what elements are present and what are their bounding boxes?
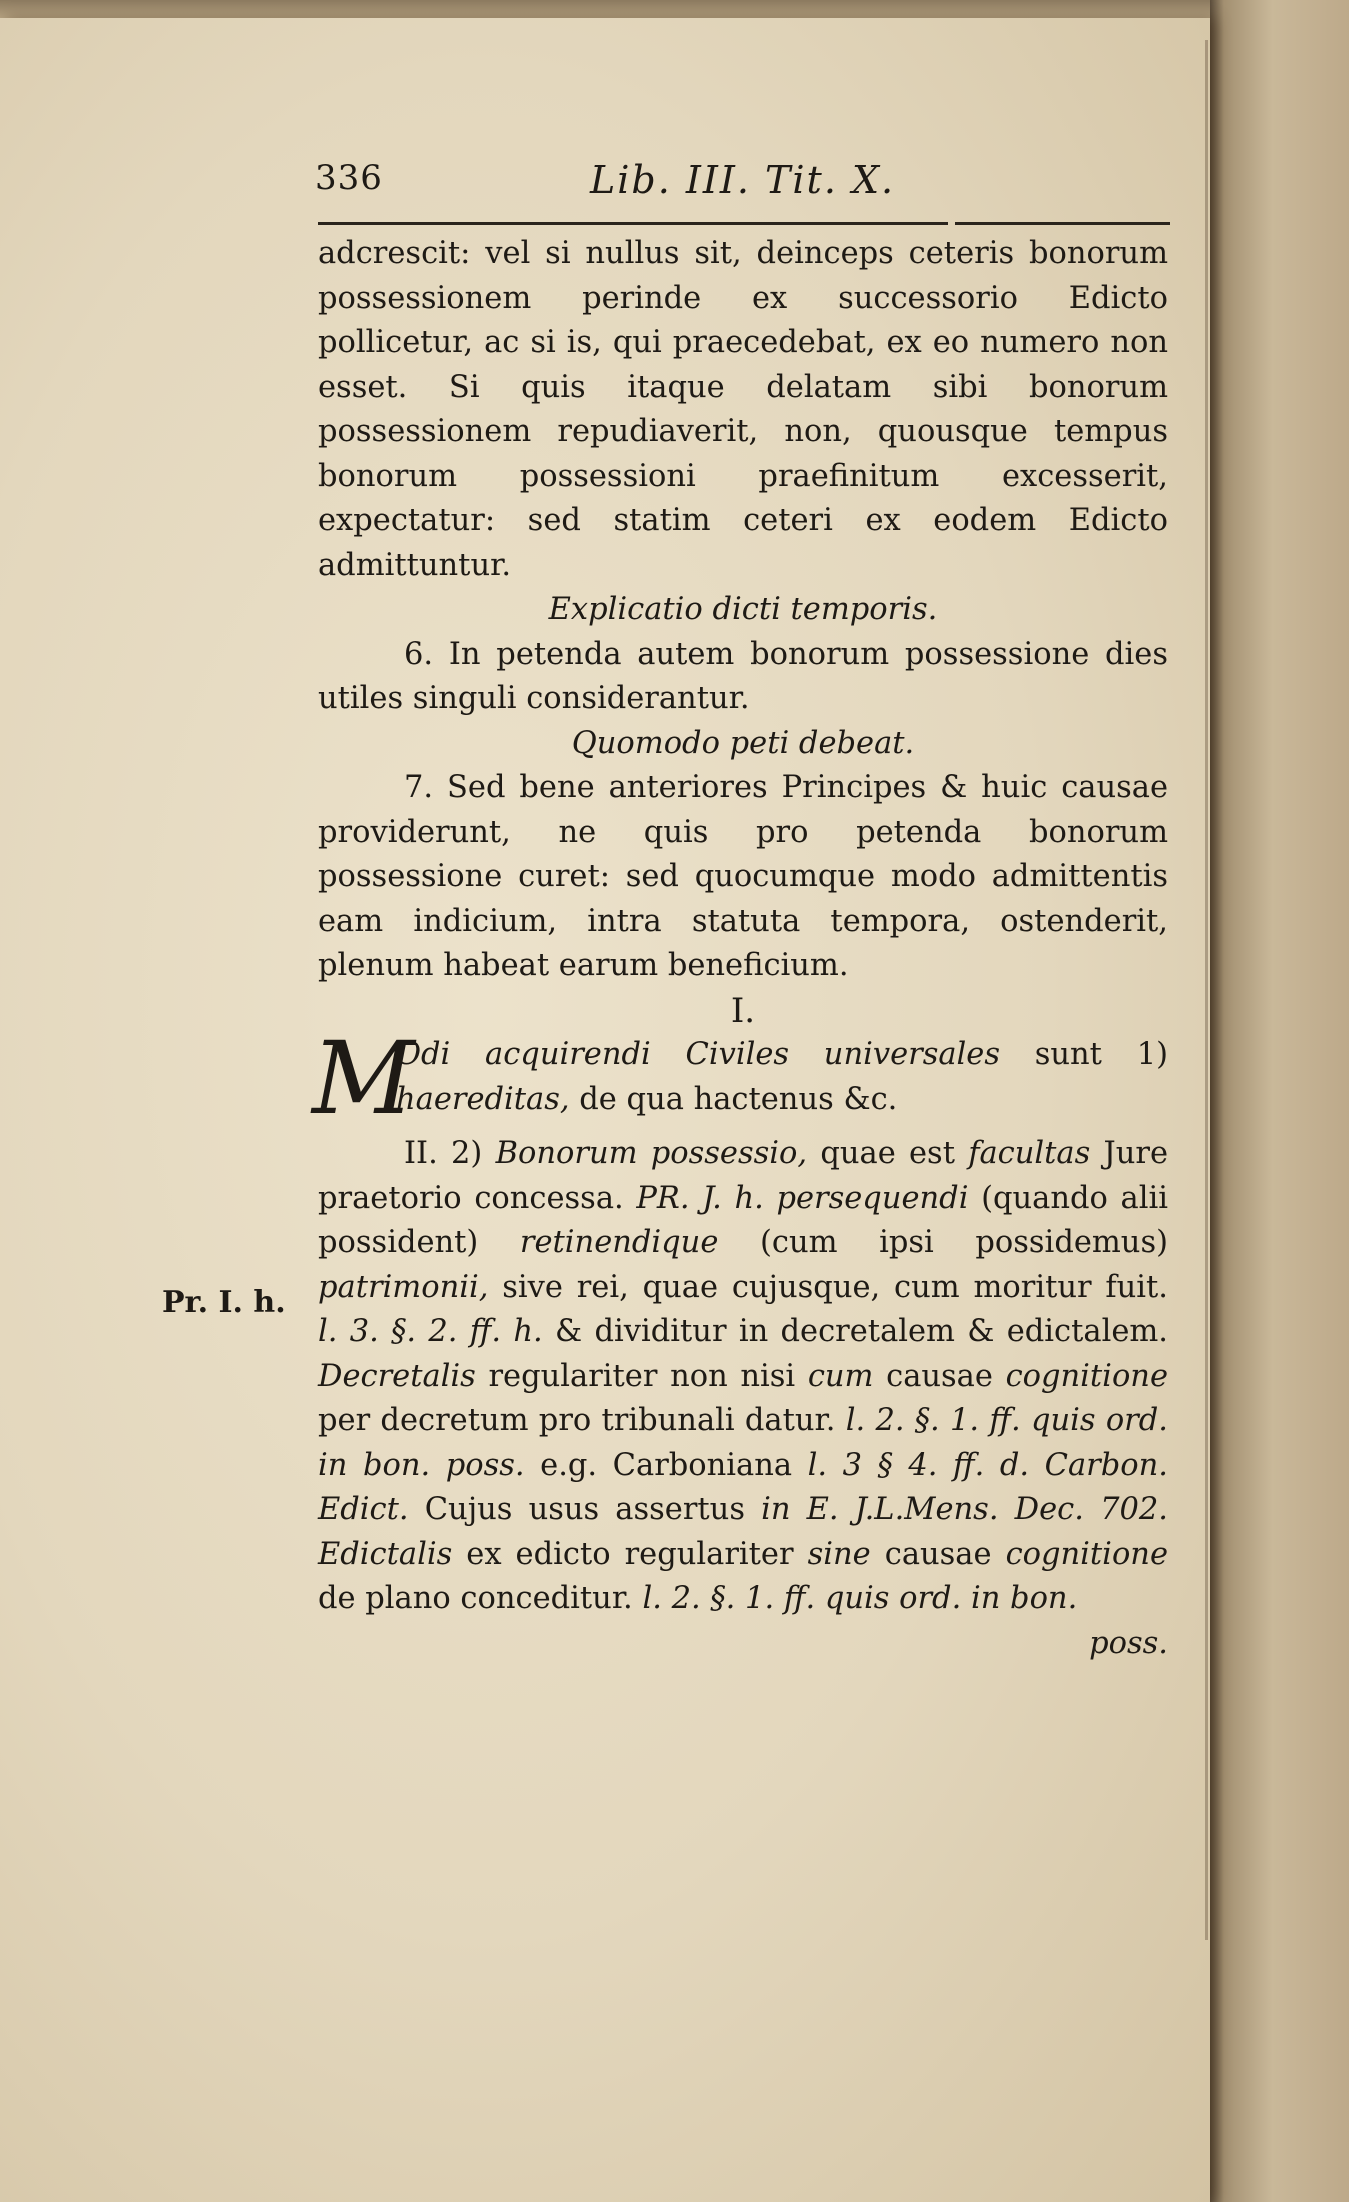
p2-i3: PR. J. h. persequendi — [636, 1180, 969, 1216]
drop-cap-letter: M — [312, 1020, 415, 1137]
p1-plain-1: sunt 1) — [1000, 1037, 1168, 1072]
p2-i10: l. 2. §. 1. ff. quis ord. in bon. poss. — [318, 1403, 1168, 1483]
page-fold-shadow — [1205, 40, 1208, 1940]
p2-t8: causae — [873, 1358, 1006, 1394]
page-top-edge — [0, 0, 1349, 18]
p2-i14: cognitione — [1005, 1536, 1168, 1572]
p2-t5: sive rei, quae cujusque, cum moritur fuit. — [488, 1269, 1168, 1305]
header-rule-left — [318, 222, 948, 225]
section-numeral-I: I. — [730, 990, 756, 1031]
p2-t9: per decretum pro tribunali datur. — [318, 1403, 846, 1438]
page-body — [312, 232, 1169, 1666]
marginal-note: Pr. I. h. — [162, 1285, 286, 1320]
p1-italic-1: Odi acquirendi Civiles universales — [396, 1037, 1000, 1072]
p2-t11: Cujus usus assertus — [408, 1492, 762, 1527]
p2-i15: l. 2. §. 1. ff. quis ord. in bon. — [642, 1581, 1078, 1616]
p2-t1: quae est — [807, 1136, 969, 1171]
p2-t7: regulariter non nisi — [475, 1358, 808, 1394]
facing-page-edge — [1210, 0, 1349, 2202]
p1-plain-2: de qua hactenus &c. — [569, 1081, 898, 1117]
p2-t3: (quando alii possident) — [318, 1180, 1169, 1260]
section-6-heading: Explicatio dicti temporis. — [548, 592, 938, 627]
paragraph-II — [318, 1132, 1168, 1622]
p2-t4: (cum ipsi possidemus) — [718, 1225, 1169, 1260]
p2-i8: cum — [807, 1358, 874, 1394]
p2-t12: ex edicto regulariter — [452, 1536, 808, 1572]
p2-i2: facultas — [968, 1136, 1091, 1171]
header-rule-right — [955, 222, 1170, 225]
page-header — [315, 150, 1170, 210]
catchword: poss. — [1089, 1625, 1168, 1661]
p2-i13: sine — [807, 1536, 871, 1572]
p2-i1: Bonorum possessio, — [495, 1136, 808, 1171]
section-6-text: 6. In petenda autem bonorum possessione dies utiles singuli considerantur. — [318, 636, 1168, 716]
p2-i11: l. 3 § 4. ff. d. Carbon. Edict. — [318, 1447, 1168, 1527]
p2-i5: patrimonii, — [318, 1269, 489, 1305]
p2-t13: causae — [870, 1536, 1006, 1572]
paragraph-I — [312, 1020, 1168, 1137]
section-7-text: 7. Sed bene anteriores Principes & huic causae providerunt, ne quis pro petenda bonorum possessione curet: sed quocumque modo admittentis eam indicium, intra statuta tempora, ostenderit, plenum habeat earum beneficium. — [318, 770, 1168, 983]
p2-t6: & dividitur in decretalem & edictalem. — [542, 1314, 1168, 1349]
page-number: 336 — [315, 158, 383, 198]
p2-t2: Jure praetorio concessa. — [318, 1136, 1168, 1216]
p2-i12: in E. J.L.Mens. Dec. 702. Edictalis — [318, 1492, 1168, 1572]
p2-t10: e.g. Carboniana — [524, 1447, 808, 1483]
section-7-heading: Quomodo peti debeat. — [571, 725, 915, 761]
p1-italic-2: haereditas, — [396, 1081, 570, 1117]
p2-i7: Decretalis — [318, 1358, 476, 1394]
p2-lead: II. 2) — [404, 1136, 496, 1171]
intro-paragraph: adcrescit: vel si nullus sit, deinceps ceteris bonorum possessionem perinde ex successorio Edicto pollicetur, ac si is, qui praecedebat, ex eo numero non esset. Si quis itaque delatam sibi bonorum possessionem repudiaverit, non, quousque tempus bonorum possessioni praefinitum excesserit, expectatur: sed statim ceteri ex eodem Edicto admittuntur. — [318, 236, 1168, 583]
running-title: Lib. III. Tit. X. — [590, 158, 896, 202]
p2-t14: de plano conceditur. — [318, 1581, 643, 1616]
p2-i4: retinendique — [519, 1225, 719, 1260]
p2-i9: cognitione — [1005, 1358, 1168, 1394]
p2-i6: l. 3. §. 2. ff. h. — [318, 1314, 543, 1349]
